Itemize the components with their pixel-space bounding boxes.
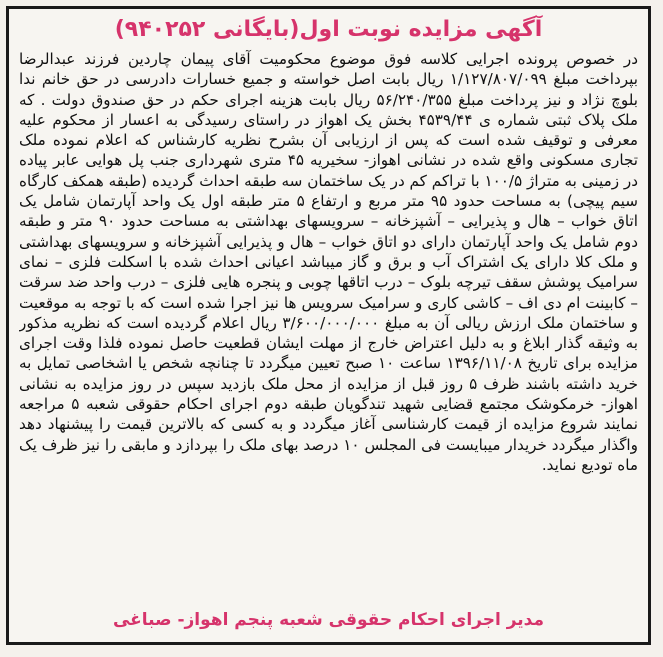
- notice-body: در خصوص پرونده اجرایی کلاسه فوق موضوع محکومیت آقای پیمان چاردین فرزند عبدالرضا بپرداخت مبلغ ۱/۱۲۷/۸۰۷/۰۹۹ ریال بابت اصل خواسته و جمیع خسارات دادرسی در حق خانم ندا بلوچ نژاد و نیز پرداخت مبلغ ۵۶/۲۴۰/۳۵۵ ریال بابت هزینه اجرای حکم در حق صندوق دولت . که ملک پلاک ثبتی شماره ی ۴۵۳۹/۴۴ بخش یک اهواز در راستای رسیدگی به اعسار از محکوم علیه معرفی و توقیف شده است که پس از ارزیابی آن بشرح نظریه کارشناس که اعلام نموده ملک تجاری مسکونی واقع شده در نشانی اهواز- سخیریه ۴۵ متری شهرداری جنب پل هوایی عابر پیاده در زمینی به متراژ ۱۰۰/۵ با تراکم کم در یک ساختمان سه طبقه احداث گردیده (طبقه همکف کارگاه سیم پیچی) به مساحت حدود ۹۵ متر مربع و ارتفاع ۵ متر طبقه اول یک واحد آپارتمان شامل یک اتاق خواب – هال و پذیرایی – آشپزخانه – سرویسهای بهداشتی به مساحت حدود ۹۰ متر و طبقه دوم شامل یک واحد آپارتمان دارای دو اتاق خواب – هال و پذیرایی آشپزخانه و سرویسهای بهداشتی و ملک کلا دارای یک اشتراک آب و برق و گاز میباشد اعیانی احداث شده با اسکلت فلزی – نمای سرامیک پوشش سقف تیرچه بلوک – درب اتاقها چوبی و پنجره هایی فلزی – درب واحد ضد سرقت – کابینت ام دی اف – کاشی کاری و سرامیک سرویس ها نیز اجرا شده است که با توجه به موقعیت و ساختمان ملک ارزش ریالی آن به مبلغ ۳/۶۰۰/۰۰۰/۰۰۰ ریال اعلام گردیده است که نظریه مذکور به وثیقه گذار ابلاغ و به دلیل اعتراض خارج از مهلت ایشان قطعیت حاصل نموده فلذا وقت اجرای مزایده برای تاریخ ۱۳۹۶/۱۱/۰۸ ساعت ۱۰ صبح تعیین میگردد تا چنانچه شخص یا اشخاصی تمایل به خرید داشته باشند ظرف ۵ روز قبل از مزایده از محل ملک بازدید سپس در روز مزایده به نشانی اهواز- خرمکوشک مجتمع قضایی شهید تندگویان طبقه دوم اجرای احکام حقوقی شعبه ۵ مراجعه نمایند شروع مزایده از قیمت کارشناسی آغاز میگردد و به کسی که بالاترین قیمت را پیشنهاد دهد واگذار میگردد خریدار میبایست فی المجلس ۱۰ درصد بهای ملک را بپردازد و مابقی را نیز ظرف یک ماه تودیع نماید.: [19, 50, 638, 474]
- notice-signature: مدیر اجرای احکام حقوقی شعبه پنجم اهواز- صباغی: [112, 610, 545, 630]
- auction-notice: [6, 6, 651, 645]
- notice-title: آگهی مزایده نوبت اول(بایگانی ۹۴۰۲۵۲): [114, 17, 543, 42]
